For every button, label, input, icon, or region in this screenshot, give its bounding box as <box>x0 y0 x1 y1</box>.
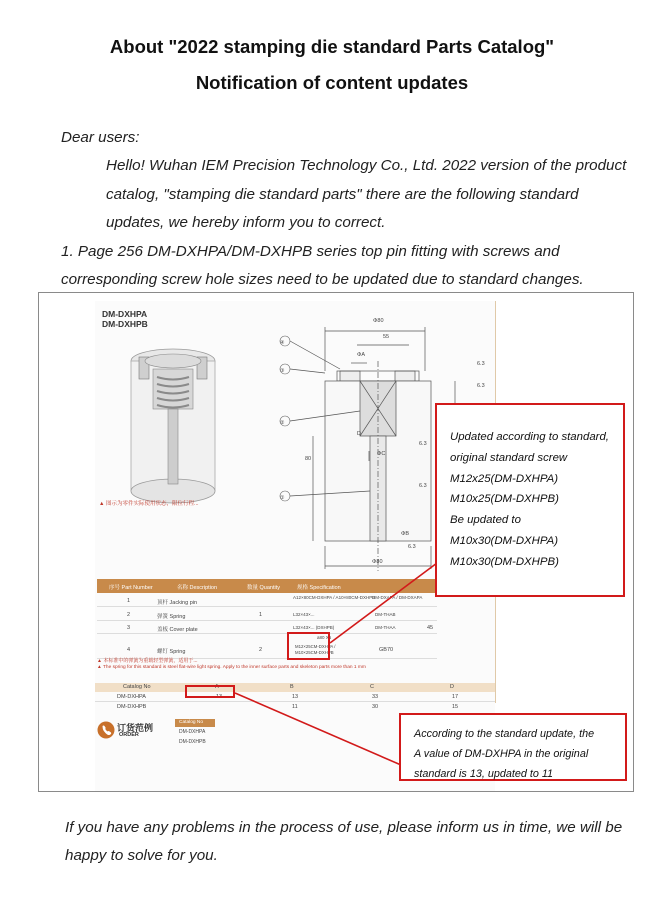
dim-phi80-bottom: Φ80 <box>372 559 383 565</box>
roughness-e: 6.3 <box>408 544 416 550</box>
greeting: Dear users: <box>61 129 140 146</box>
table-row: 3 盖板 Cover plate L32×43×... (DXHPB) DM-THAA 45 <box>97 622 437 634</box>
table-row: 2 弹簧 Spring 1 L32×43×... DM-THAB <box>97 609 437 621</box>
dim-55: 55 <box>383 334 390 340</box>
a-value-update-callout: According to the standard update, the A value of DM-DXHPA in the original standard is 13, updated to 11 <box>399 713 627 781</box>
dim-80: 80 <box>305 456 312 462</box>
dim-d: D <box>357 431 361 437</box>
order-example-value: DM-DXHPA <box>179 729 206 735</box>
roughness-a: 6.3 <box>477 361 485 367</box>
catalog-figure <box>38 292 634 792</box>
order-label-en: ORDER <box>119 732 139 738</box>
drawing-note-cn: ▲ 图示为零件实际使用状态，限位行程... <box>99 501 199 507</box>
dim-phi-a: ΦA <box>357 352 366 358</box>
order-example-header: Catalog No <box>179 720 203 725</box>
roughness-b: 6.3 <box>477 383 485 389</box>
notice-subtitle: Notification of content updates <box>195 72 469 93</box>
table-note-en: ▲ The spring for this standard is steel flat-wire light spring. Apply to the inner surface parts and skeleton parts more than 1 mm <box>97 665 366 670</box>
parts-table-header: 序号 Part Number 名称 Description 数量 Quantity 规格 Specification <box>97 579 437 593</box>
table-note-cn: ▲ 本标准中的弹簧为重载轻型弹簧，适用于... <box>97 658 198 664</box>
order-table-header: Catalog No A B C D <box>95 683 495 692</box>
dim-phi-c: ΦC <box>377 451 386 457</box>
roughness-c: 6.3 <box>419 441 427 447</box>
balloon-1: ① <box>280 495 285 501</box>
balloon-3: ③ <box>280 368 285 374</box>
table-row: 1 顶杆 Jacking pin A12×80CM-DXHPA / A10×80CM-DXHPB DM-DXAPA / DM-DXAPA <box>97 595 437 607</box>
intro-paragraph: Hello! Wuhan IEM Precision Technology Co., Ltd. 2022 version of the product catalog, "stamping die standard parts" there are the following standard updates, we hereby inform you to correct. <box>106 157 627 232</box>
roughness-d: 6.3 <box>419 483 427 489</box>
order-label-cn: 订货范例 <box>117 723 154 733</box>
table-row: a80 X6 <box>317 635 332 640</box>
closing-paragraph: If you have any problems in the process of use, please inform us in time, we will be happy to solve for you. <box>65 819 623 864</box>
balloon-4: ④ <box>280 340 285 346</box>
dim-phi80-top: Φ80 <box>373 318 384 324</box>
dim-phi-b: ΦB <box>401 531 410 537</box>
update-item-1: 1. Page 256 DM-DXHPA/DM-DXHPB series top pin fitting with screws and corresponding screw hole sizes need to be updated due to standard changes. <box>61 242 584 289</box>
notice-title: About "2022 stamping die standard Parts Catalog" <box>109 36 555 57</box>
table-row: DM-DXHPA 13 13 33 17 <box>95 693 495 702</box>
table-row: DM-DXHPB 11 30 15 <box>117 704 459 710</box>
order-example-value-2: DM-DXHPB <box>179 739 206 744</box>
screw-update-callout: Updated according to standard, original standard screw M12x25(DM-DXHPA) M10x25(DM-DXHPB) Be updated to M10x30(DM-DXHPA) M10x30(DM-DXHPB) <box>435 403 625 597</box>
model-label-a: DM-DXHPA <box>102 309 148 319</box>
balloon-2: ② <box>280 420 285 426</box>
model-label-b: DM-DXHPB <box>102 319 148 329</box>
table-row: 4 螺钉 Spring 2 M12×25CM-DXHPA / M10×25CM-DXHPB GB70 <box>97 643 437 659</box>
letter-body <box>61 124 641 294</box>
